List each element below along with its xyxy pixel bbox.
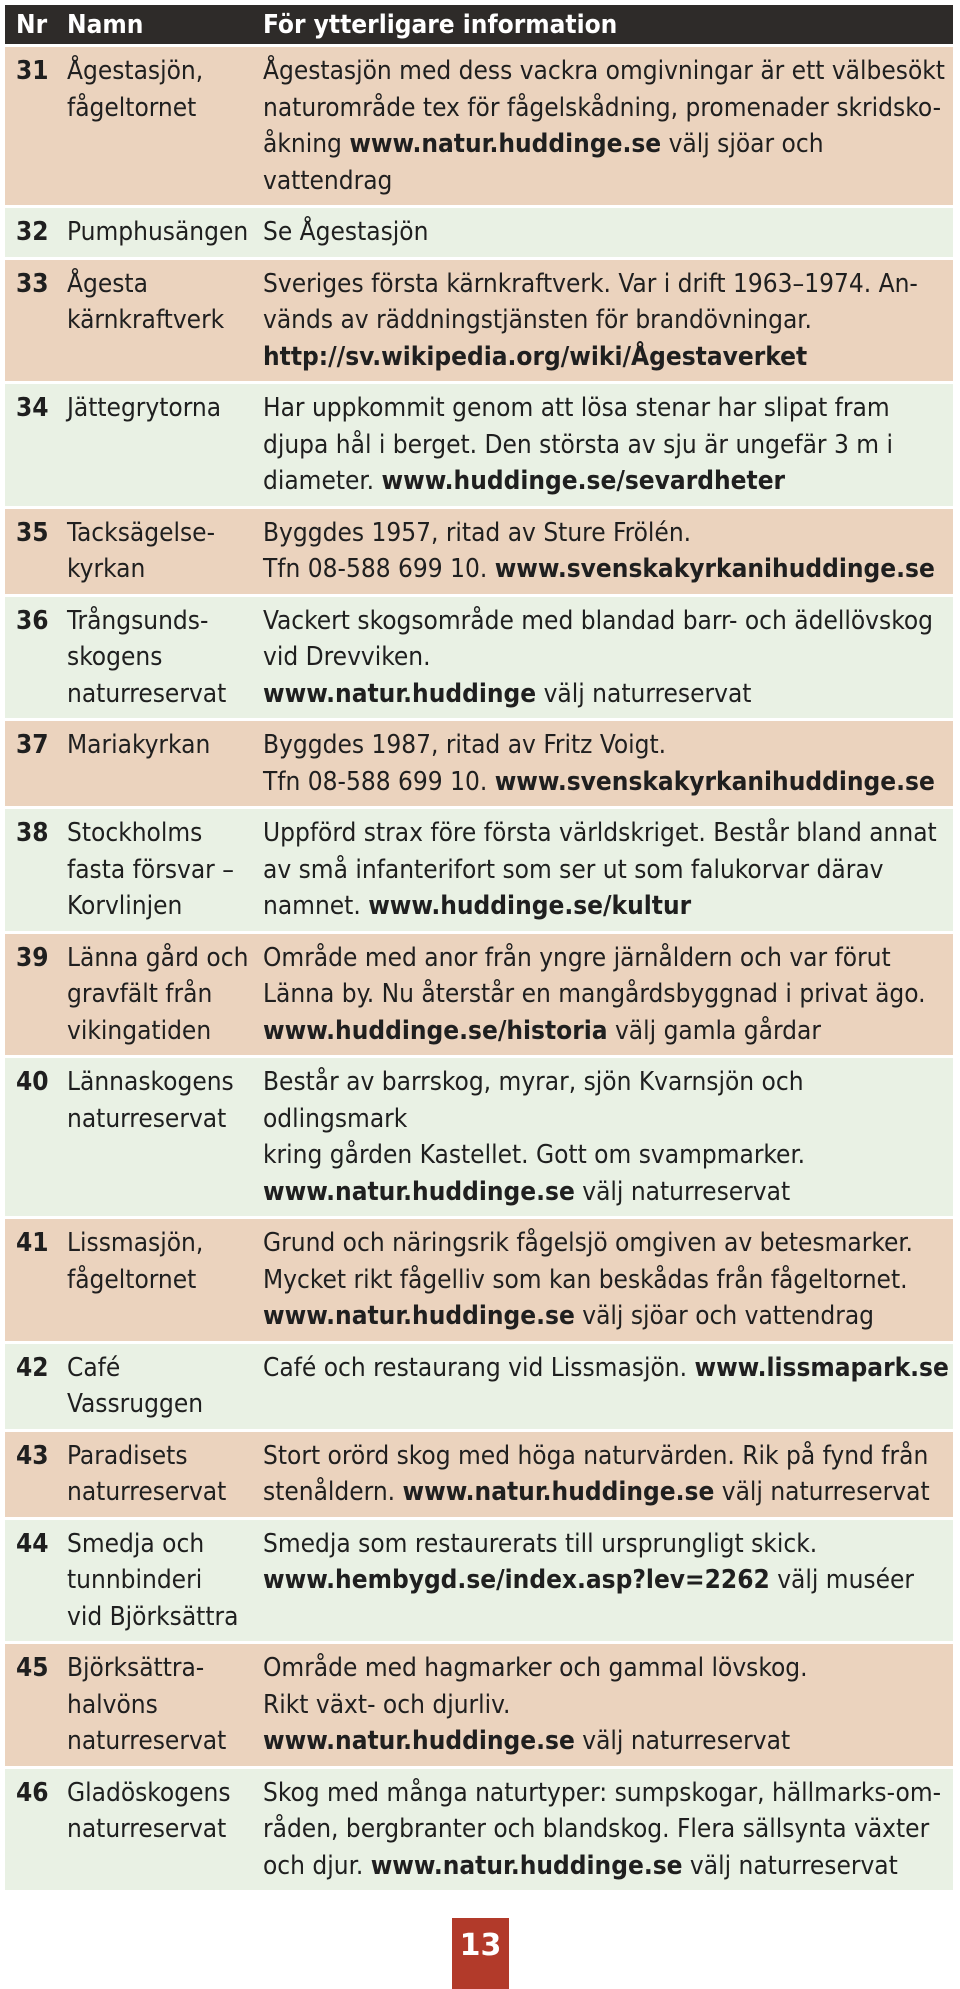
info-text-after: välj naturreservat bbox=[682, 1850, 898, 1881]
info-text-after: välj muséer bbox=[769, 1565, 914, 1595]
row-number: 31 bbox=[16, 56, 49, 86]
info-text: stenåldern. bbox=[263, 1477, 403, 1507]
row-name: Lännaskogens naturreservat bbox=[67, 1067, 234, 1134]
info-line bbox=[263, 126, 953, 199]
info-text: Har uppkommit genom att lösa stenar har slipat fram bbox=[263, 393, 890, 423]
info-text-after: välj naturreservat bbox=[574, 1726, 791, 1756]
row-name: Mariakyrkan bbox=[67, 730, 211, 760]
row-name: Smedja och tunnbinderi vid Björksättra bbox=[67, 1528, 239, 1632]
info-line bbox=[263, 727, 953, 764]
info-line bbox=[263, 1562, 953, 1599]
info-text: Byggdes 1987, ritad av Fritz Voigt. bbox=[263, 730, 667, 760]
info-line bbox=[263, 1174, 953, 1211]
website-link[interactable]: www.svenskakyrkanihuddinge.se bbox=[494, 554, 935, 584]
info-line bbox=[263, 1650, 953, 1687]
row-info bbox=[263, 809, 953, 931]
info-text: djupa hål i berget. Den största av sju är ungefär 3 m i bbox=[263, 429, 893, 460]
table-row bbox=[5, 721, 953, 806]
table-row bbox=[5, 509, 953, 594]
row-number: 42 bbox=[16, 1352, 49, 1383]
info-text: Sveriges första kärnkraftverk. Var i drift 1963–1974. An- bbox=[263, 268, 918, 299]
row-info bbox=[263, 47, 953, 205]
row-name: Paradisets naturreservat bbox=[67, 1440, 227, 1507]
info-text: Länna by. Nu återstår en mangårdsbyggnad i privat ägo. bbox=[263, 979, 926, 1009]
info-text: Grund och näringsrik fågelsjö omgiven av betesmarker. bbox=[263, 1228, 913, 1258]
info-line bbox=[263, 1526, 953, 1563]
info-text: Tfn 08-588 699 10. bbox=[263, 554, 495, 584]
info-text-after: välj gamla gårdar bbox=[607, 1015, 821, 1046]
info-text: diameter. bbox=[263, 466, 382, 496]
website-link[interactable]: www.huddinge.se/kultur bbox=[368, 891, 692, 921]
info-text-after: välj sjöar och vattendrag bbox=[574, 1301, 875, 1331]
row-info bbox=[263, 1520, 953, 1642]
info-line bbox=[263, 1775, 953, 1812]
table-row bbox=[5, 1219, 953, 1341]
info-line bbox=[263, 302, 953, 339]
website-link[interactable]: www.natur.huddinge.se bbox=[370, 1850, 683, 1881]
info-line bbox=[263, 339, 953, 376]
table-row bbox=[5, 208, 953, 257]
table-row bbox=[5, 47, 953, 205]
info-line bbox=[263, 1064, 953, 1137]
info-text: Vackert skogsområde med blandad barr- och ädellövskog bbox=[263, 605, 933, 636]
info-line bbox=[263, 1298, 953, 1335]
website-link[interactable]: www.natur.huddinge.se bbox=[263, 1726, 575, 1756]
info-text: Café och restaurang vid Lissmasjön. bbox=[263, 1352, 695, 1383]
website-link[interactable]: www.huddinge.se/historia bbox=[263, 1015, 608, 1046]
table-row bbox=[5, 1432, 953, 1517]
info-line bbox=[263, 266, 953, 303]
row-name: Jättegrytorna bbox=[67, 393, 222, 423]
info-line bbox=[263, 1013, 953, 1050]
table-row bbox=[5, 1644, 953, 1766]
row-number: 44 bbox=[16, 1528, 49, 1559]
row-name: Björksättra- halvöns naturreservat bbox=[67, 1653, 227, 1756]
info-line bbox=[263, 1687, 953, 1724]
row-name: Tacksägelse- kyrkan bbox=[67, 517, 216, 584]
info-text: Ågestasjön med dess vackra omgivningar är ett välbesökt bbox=[263, 56, 945, 86]
table-header bbox=[5, 5, 953, 44]
row-name: Ågestasjön, fågeltornet bbox=[67, 56, 204, 123]
info-table bbox=[5, 5, 953, 1890]
info-text: vänds av räddningstjänsten för brandövningar. bbox=[263, 305, 812, 335]
row-number: 33 bbox=[16, 268, 49, 299]
row-number: 36 bbox=[16, 605, 49, 636]
row-info bbox=[263, 384, 953, 506]
info-line bbox=[263, 639, 953, 676]
info-text: Skog med många naturtyper: sumpskogar, hällmarks-om- bbox=[263, 1777, 942, 1808]
info-line bbox=[263, 1262, 953, 1299]
website-link[interactable]: www.natur.huddinge.se bbox=[263, 1301, 575, 1331]
info-line bbox=[263, 551, 953, 588]
info-text: Består av barrskog, myrar, sjön Kvarnsjön och odlingsmark bbox=[263, 1067, 804, 1134]
row-info bbox=[263, 1769, 953, 1891]
info-line bbox=[263, 1350, 953, 1387]
info-line bbox=[263, 1811, 953, 1848]
table-row bbox=[5, 1058, 953, 1216]
website-link[interactable]: www.lissmapark.se bbox=[694, 1352, 949, 1383]
info-text: Område med anor från yngre järnåldern och var förut bbox=[263, 942, 891, 973]
info-line bbox=[263, 603, 953, 640]
website-link[interactable]: www.hembygd.se/index.asp?lev=2262 bbox=[263, 1565, 770, 1595]
info-line bbox=[263, 815, 953, 852]
info-text: Stort orörd skog med höga naturvärden. Rik på fynd från bbox=[263, 1440, 929, 1471]
info-line bbox=[263, 764, 953, 801]
info-text: namnet. bbox=[263, 891, 369, 921]
row-number: 45 bbox=[16, 1653, 49, 1683]
info-text: åkning bbox=[263, 129, 350, 159]
table-row bbox=[5, 260, 953, 382]
info-line bbox=[263, 390, 953, 427]
info-text: av små infanterifort som ser ut som falukorvar därav bbox=[263, 854, 884, 885]
header-name: Namn bbox=[67, 9, 144, 40]
website-link[interactable]: www.natur.huddinge.se bbox=[263, 1176, 575, 1207]
row-number: 37 bbox=[16, 730, 49, 760]
row-name: Länna gård och gravfält från vikingatiden bbox=[67, 942, 249, 1046]
info-text: vid Drevviken. bbox=[263, 642, 431, 672]
table-body bbox=[5, 44, 953, 1890]
info-text-after: välj naturreservat bbox=[714, 1477, 930, 1507]
row-name: Gladöskogens naturreservat bbox=[67, 1777, 231, 1844]
row-name: Stockholms fasta försvar – Korvlinjen bbox=[67, 818, 234, 921]
table-row bbox=[5, 934, 953, 1056]
info-line bbox=[263, 976, 953, 1013]
info-line bbox=[263, 1474, 953, 1511]
website-link[interactable]: www.natur.huddinge.se bbox=[402, 1477, 715, 1507]
info-line bbox=[263, 940, 953, 977]
info-line bbox=[263, 427, 953, 464]
table-row bbox=[5, 1520, 953, 1642]
info-text: Uppförd strax före första världskriget. Består bland annat bbox=[263, 818, 937, 848]
row-name: Pumphusängen bbox=[67, 217, 249, 247]
header-nr: Nr bbox=[16, 9, 48, 40]
row-name: Ågesta kärnkraftverk bbox=[67, 268, 225, 335]
row-number: 39 bbox=[16, 942, 49, 973]
row-number: 35 bbox=[16, 517, 49, 548]
row-number: 34 bbox=[16, 393, 49, 423]
row-info bbox=[263, 1058, 953, 1216]
row-number: 46 bbox=[16, 1777, 49, 1808]
info-text: Tfn 08-588 699 10. bbox=[263, 766, 495, 797]
row-number: 43 bbox=[16, 1440, 49, 1471]
table-row bbox=[5, 809, 953, 931]
row-info bbox=[263, 208, 953, 257]
row-info bbox=[263, 1219, 953, 1341]
info-text: Rikt växt- och djurliv. bbox=[263, 1689, 511, 1720]
website-link[interactable]: www.huddinge.se/sevardheter bbox=[381, 466, 786, 496]
row-number: 41 bbox=[16, 1228, 49, 1258]
info-text: Byggdes 1957, ritad av Sture Frölén. bbox=[263, 517, 692, 548]
row-info bbox=[263, 934, 953, 1056]
info-line bbox=[263, 1225, 953, 1262]
info-line bbox=[263, 53, 953, 90]
info-text-after: välj sjöar och vattendrag bbox=[263, 129, 824, 196]
row-info bbox=[263, 721, 953, 806]
info-line bbox=[263, 888, 953, 925]
info-line bbox=[263, 515, 953, 552]
row-name: Trångsunds- skogens naturreservat bbox=[67, 605, 227, 709]
info-line bbox=[263, 1438, 953, 1475]
info-text: råden, bergbranter och blandskog. Flera sällsynta växter bbox=[263, 1814, 930, 1844]
row-number: 38 bbox=[16, 818, 49, 848]
info-text-after: välj naturreservat bbox=[574, 1176, 791, 1207]
website-link[interactable]: www.natur.huddinge bbox=[263, 678, 537, 709]
info-line bbox=[263, 852, 953, 889]
row-name: Café Vassruggen bbox=[67, 1352, 204, 1419]
info-text: Se Ågestasjön bbox=[263, 217, 429, 247]
info-text: kring gården Kastellet. Gott om svampmarker. bbox=[263, 1140, 806, 1170]
row-info bbox=[263, 1644, 953, 1766]
website-link[interactable]: www.svenskakyrkanihuddinge.se bbox=[494, 766, 935, 797]
info-text-after: välj naturreservat bbox=[536, 678, 752, 709]
row-info bbox=[263, 260, 953, 382]
table-row bbox=[5, 1344, 953, 1429]
table-row bbox=[5, 1769, 953, 1891]
header-info: För ytterligare information bbox=[263, 9, 618, 40]
info-line bbox=[263, 463, 953, 500]
row-number: 32 bbox=[16, 217, 49, 247]
info-line bbox=[263, 1137, 953, 1174]
website-link[interactable]: www.natur.huddinge.se bbox=[349, 129, 662, 159]
info-line bbox=[263, 90, 953, 127]
info-text: Område med hagmarker och gammal lövskog. bbox=[263, 1653, 808, 1683]
website-link[interactable]: http://sv.wikipedia.org/wiki/Ågestaverket bbox=[263, 341, 808, 372]
info-line bbox=[263, 214, 953, 251]
row-info bbox=[263, 597, 953, 719]
row-info bbox=[263, 1344, 953, 1429]
info-line bbox=[263, 1848, 953, 1885]
info-text: Mycket rikt fågelliv som kan beskådas från fågeltornet. bbox=[263, 1264, 908, 1295]
info-line bbox=[263, 676, 953, 713]
info-text: naturområde tex för fågelskådning, promenader skridsko- bbox=[263, 92, 942, 123]
info-line bbox=[263, 1723, 953, 1760]
row-info bbox=[263, 1432, 953, 1517]
row-number: 40 bbox=[16, 1067, 49, 1097]
row-name: Lissmasjön, fågeltornet bbox=[67, 1228, 204, 1295]
info-text: och djur. bbox=[263, 1850, 371, 1881]
page-number: 13 bbox=[452, 1918, 509, 1989]
row-info bbox=[263, 509, 953, 594]
table-row bbox=[5, 384, 953, 506]
table-row bbox=[5, 597, 953, 719]
info-text: Smedja som restaurerats till ursprungligt skick. bbox=[263, 1528, 818, 1559]
